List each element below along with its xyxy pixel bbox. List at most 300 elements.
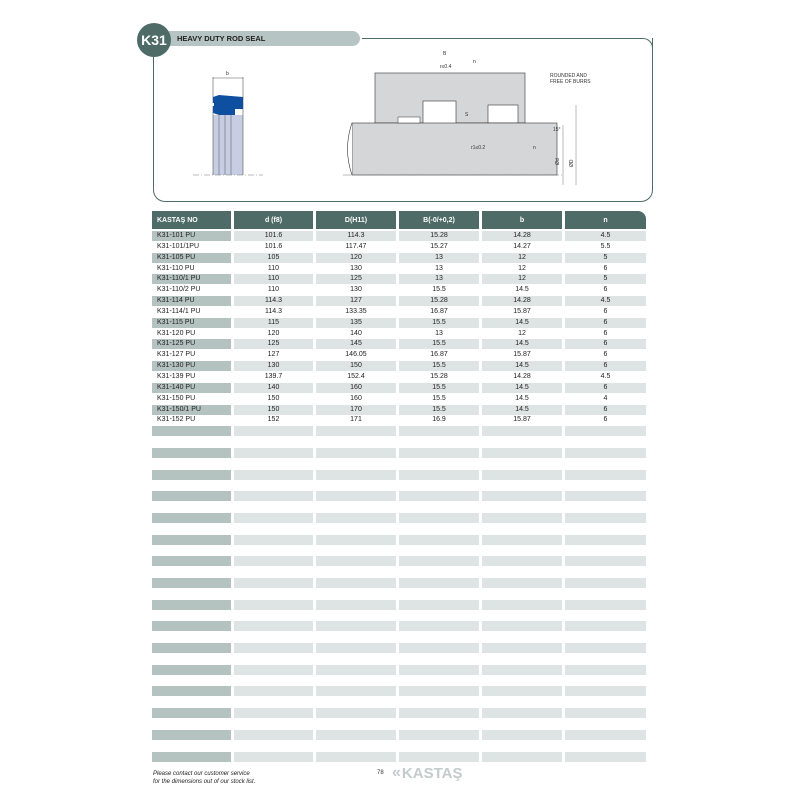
table-cell <box>152 470 231 480</box>
header-D: D(H11) <box>316 211 396 229</box>
table-cell <box>316 665 396 675</box>
table-cell <box>399 524 479 534</box>
table-cell: 4 <box>603 394 608 402</box>
table-cell: 110 <box>267 286 280 294</box>
table-cell <box>152 686 231 696</box>
table-cell <box>482 535 562 545</box>
empty-table-row <box>152 513 646 524</box>
table-cell: 117.47 <box>345 242 367 250</box>
table-cell <box>316 752 396 762</box>
table-row <box>152 274 646 285</box>
table-cell: 150 <box>234 405 313 415</box>
table-cell <box>399 686 479 696</box>
section-badge: K31 <box>137 23 171 57</box>
table-cell: K31-127 PU <box>157 351 196 359</box>
table-cell <box>399 589 479 599</box>
footer-note-line1: Please contact our customer service <box>153 771 250 777</box>
table-cell <box>234 752 313 762</box>
table-cell <box>152 611 231 621</box>
table-cell <box>316 556 396 566</box>
empty-table-row <box>152 643 646 654</box>
table-cell <box>152 502 231 512</box>
table-cell <box>234 437 313 447</box>
empty-table-row <box>152 480 646 491</box>
table-cell: 110 <box>234 274 313 284</box>
table-cell <box>152 513 231 523</box>
table-cell <box>482 470 562 480</box>
table-cell: 114.3 <box>265 307 282 315</box>
table-cell: 15.28 <box>399 231 479 241</box>
table-cell <box>565 730 646 740</box>
table-cell <box>399 470 479 480</box>
empty-table-row <box>152 578 646 589</box>
table-cell: 6 <box>565 361 646 371</box>
table-cell <box>316 567 396 577</box>
table-cell: 14.28 <box>513 372 531 380</box>
table-cell <box>316 632 396 642</box>
table-cell <box>152 741 231 751</box>
table-cell <box>565 480 646 490</box>
table-cell: 6 <box>603 351 608 359</box>
table-cell: 160 <box>316 383 396 393</box>
table-cell <box>152 676 231 686</box>
empty-table-row <box>152 535 646 546</box>
table-cell: 14.5 <box>482 405 562 415</box>
table-cell: 133.35 <box>345 307 367 315</box>
header-b: b <box>482 211 562 229</box>
table-cell <box>482 600 562 610</box>
table-cell <box>482 611 562 621</box>
table-cell <box>482 676 562 686</box>
empty-table-row <box>152 448 646 459</box>
table-cell <box>152 654 231 664</box>
table-cell <box>316 589 396 599</box>
table-cell: 14.5 <box>482 361 562 371</box>
table-cell <box>399 502 479 512</box>
empty-table-row <box>152 632 646 643</box>
table-cell: 15.87 <box>513 351 531 359</box>
table-cell <box>316 611 396 621</box>
table-cell <box>565 535 646 545</box>
table-cell <box>152 589 231 599</box>
table-cell: 16.87 <box>430 307 448 315</box>
table-row <box>152 329 646 340</box>
table-cell <box>399 741 479 751</box>
empty-table-row <box>152 752 646 763</box>
table-cell <box>399 600 479 610</box>
header-d: d (f8) <box>234 211 313 229</box>
table-cell <box>399 491 479 501</box>
table-cell <box>316 480 396 490</box>
table-cell <box>399 448 479 458</box>
table-cell: 14.5 <box>482 383 562 393</box>
table-cell <box>234 621 313 631</box>
empty-table-row <box>152 545 646 556</box>
table-cell <box>565 752 646 762</box>
table-cell <box>316 621 396 631</box>
table-cell <box>482 524 562 534</box>
table-cell: 15.5 <box>432 286 446 294</box>
table-cell: 16.9 <box>432 416 446 424</box>
table-cell: 152 <box>267 416 280 424</box>
table-cell <box>482 654 562 664</box>
table-cell <box>565 632 646 642</box>
table-cell: 4.5 <box>565 231 646 241</box>
table-cell <box>399 621 479 631</box>
table-cell <box>482 567 562 577</box>
table-cell <box>234 535 313 545</box>
table-cell <box>565 686 646 696</box>
kastas-logo <box>392 764 462 782</box>
table-cell <box>152 545 231 555</box>
table-cell <box>399 480 479 490</box>
table-row <box>152 242 646 253</box>
table-cell <box>152 643 231 653</box>
table-cell: 125 <box>234 339 313 349</box>
table-cell <box>482 502 562 512</box>
table-cell <box>565 621 646 631</box>
table-cell <box>565 665 646 675</box>
table-cell <box>316 459 396 469</box>
table-cell: K31-114 PU <box>152 296 231 306</box>
label-b: b <box>226 71 229 77</box>
table-cell: 15.5 <box>399 318 479 328</box>
table-cell <box>152 578 231 588</box>
table-cell: 6 <box>565 339 646 349</box>
table-cell <box>565 697 646 707</box>
table-row <box>152 415 646 426</box>
empty-table-row <box>152 697 646 708</box>
table-cell <box>399 567 479 577</box>
table-cell <box>316 741 396 751</box>
table-cell: 12 <box>482 253 562 263</box>
table-cell: 145 <box>316 339 396 349</box>
empty-table-row <box>152 437 646 448</box>
empty-table-row <box>152 676 646 687</box>
table-cell <box>399 719 479 729</box>
table-cell: 120 <box>267 329 280 337</box>
table-cell: 4.5 <box>565 296 646 306</box>
table-cell: K31-114/1 PU <box>157 307 201 315</box>
table-cell <box>482 426 562 436</box>
section-title: HEAVY DUTY ROD SEAL <box>165 31 360 46</box>
note-line2: FREE OF BURRS <box>550 79 591 85</box>
table-cell <box>152 448 231 458</box>
table-cell <box>482 437 562 447</box>
table-cell <box>152 719 231 729</box>
table-cell <box>482 589 562 599</box>
table-cell: 6 <box>603 416 608 424</box>
seal-cross-section <box>213 95 243 115</box>
table-row <box>152 253 646 264</box>
table-cell <box>482 697 562 707</box>
footer-note <box>153 770 255 786</box>
table-row <box>152 394 646 405</box>
empty-table-row <box>152 611 646 622</box>
table-cell <box>399 676 479 686</box>
table-cell <box>482 448 562 458</box>
table-cell: K31-140 PU <box>152 383 231 393</box>
table-cell <box>482 513 562 523</box>
table-cell: 14.5 <box>482 339 562 349</box>
table-cell <box>399 697 479 707</box>
table-cell <box>234 459 313 469</box>
table-cell <box>565 611 646 621</box>
table-cell <box>482 459 562 469</box>
table-cell <box>482 719 562 729</box>
table-cell <box>316 676 396 686</box>
table-cell <box>399 535 479 545</box>
table-cell: K31-101/1PU <box>157 242 200 250</box>
table-cell <box>316 643 396 653</box>
empty-table-row <box>152 708 646 719</box>
table-cell <box>565 491 646 501</box>
table-cell <box>152 567 231 577</box>
table-cell <box>316 708 396 718</box>
table-cell: K31-125 PU <box>152 339 231 349</box>
table-cell <box>316 470 396 480</box>
table-cell <box>482 686 562 696</box>
table-cell: 14.5 <box>515 394 529 402</box>
label-r: r≤0.4 <box>440 64 452 70</box>
table-cell: 12 <box>482 274 562 284</box>
table-row <box>152 350 646 361</box>
table-cell <box>482 491 562 501</box>
table-cell: K31-120 PU <box>157 329 196 337</box>
table-cell: 150 <box>316 361 396 371</box>
table-cell: 6 <box>603 307 608 315</box>
header-kastas-no: KASTAŞ NO <box>152 211 231 229</box>
table-cell <box>482 632 562 642</box>
label-d: Ød <box>555 158 561 165</box>
table-cell: 4.5 <box>600 372 611 380</box>
table-cell <box>234 708 313 718</box>
table-cell <box>234 524 313 534</box>
table-cell <box>316 491 396 501</box>
empty-table-row <box>152 502 646 513</box>
table-cell: 15.27 <box>430 242 448 250</box>
table-cell: 130 <box>350 264 362 272</box>
table-cell <box>234 567 313 577</box>
label-r1: r1≤0.2 <box>471 145 486 151</box>
table-cell: K31-139 PU <box>157 372 196 380</box>
table-cell: 12 <box>518 264 526 272</box>
table-cell <box>565 448 646 458</box>
label-n-side: n <box>533 145 536 151</box>
table-cell <box>152 697 231 707</box>
table-cell <box>565 741 646 751</box>
table-cell <box>399 437 479 447</box>
table-cell <box>316 719 396 729</box>
table-cell <box>482 643 562 653</box>
table-cell: 13 <box>435 264 443 272</box>
table-cell: 5 <box>565 253 646 263</box>
empty-table-row <box>152 589 646 600</box>
table-cell <box>565 676 646 686</box>
table-cell <box>482 621 562 631</box>
table-cell: 127 <box>267 351 280 359</box>
table-cell <box>152 459 231 469</box>
table-cell <box>565 426 646 436</box>
table-cell: 15.5 <box>399 339 479 349</box>
table-cell <box>234 589 313 599</box>
table-cell <box>399 459 479 469</box>
table-cell <box>316 578 396 588</box>
table-cell <box>565 524 646 534</box>
table-row <box>152 231 646 242</box>
table-cell: 125 <box>316 274 396 284</box>
table-cell: 15.28 <box>430 372 448 380</box>
table-row <box>152 361 646 372</box>
logo-text: KASTAŞ <box>401 764 463 782</box>
table-cell <box>316 535 396 545</box>
table-cell: 160 <box>350 394 362 402</box>
table-cell <box>482 556 562 566</box>
table-cell <box>399 730 479 740</box>
empty-table-row <box>152 654 646 665</box>
table-cell <box>316 686 396 696</box>
table-cell <box>565 708 646 718</box>
empty-table-row <box>152 621 646 632</box>
table-cell <box>482 741 562 751</box>
table-cell: 101.6 <box>234 231 313 241</box>
table-cell: 14.5 <box>515 286 529 294</box>
table-cell <box>234 719 313 729</box>
table-cell <box>565 545 646 555</box>
table-row <box>152 318 646 329</box>
table-cell <box>234 643 313 653</box>
table-cell <box>234 665 313 675</box>
table-cell <box>399 632 479 642</box>
table-cell: 120 <box>316 253 396 263</box>
table-cell <box>234 654 313 664</box>
table-cell: 152.4 <box>347 372 365 380</box>
table-cell <box>482 708 562 718</box>
table-cell: 170 <box>316 405 396 415</box>
table-row <box>152 339 646 350</box>
table-cell <box>234 491 313 501</box>
table-cell: 6 <box>603 286 608 294</box>
table-cell <box>482 752 562 762</box>
table-cell <box>565 578 646 588</box>
header-n: n <box>565 211 646 229</box>
table-cell <box>316 600 396 610</box>
empty-table-row <box>152 459 646 470</box>
table-cell: 15.5 <box>399 361 479 371</box>
table-row <box>152 372 646 383</box>
table-cell <box>399 513 479 523</box>
table-cell: 13 <box>399 253 479 263</box>
table-cell <box>152 632 231 642</box>
empty-table-row <box>152 730 646 741</box>
table-cell: K31-152 PU <box>157 416 196 424</box>
table-cell: 14.27 <box>513 242 531 250</box>
dimension-table <box>152 211 646 762</box>
table-cell: 5 <box>565 274 646 284</box>
table-row <box>152 285 646 296</box>
empty-table-row <box>152 741 646 752</box>
header-B: B(-0/+0,2) <box>399 211 479 229</box>
table-cell <box>482 665 562 675</box>
table-cell: 140 <box>350 329 362 337</box>
table-row <box>152 296 646 307</box>
table-cell <box>565 556 646 566</box>
table-cell: K31-150 PU <box>157 394 196 402</box>
table-cell <box>316 730 396 740</box>
table-cell <box>565 502 646 512</box>
footer-note-line2: for the dimensions out of our stock list. <box>153 779 256 785</box>
table-cell <box>316 545 396 555</box>
table-cell <box>152 730 231 740</box>
table-cell: 15.5 <box>399 405 479 415</box>
table-cell: K31-150/1 PU <box>152 405 231 415</box>
table-row <box>152 405 646 416</box>
table-cell: 127 <box>316 296 396 306</box>
table-cell: 150 <box>267 394 280 402</box>
table-cell <box>316 502 396 512</box>
table-cell <box>152 491 231 501</box>
table-cell <box>565 470 646 480</box>
table-cell <box>399 556 479 566</box>
table-cell <box>234 426 313 436</box>
empty-table-row <box>152 600 646 611</box>
table-cell: 105 <box>234 253 313 263</box>
table-cell: 139.7 <box>264 372 283 380</box>
table-cell <box>234 578 313 588</box>
table-cell: 15.5 <box>399 383 479 393</box>
table-cell <box>234 480 313 490</box>
table-cell: K31-130 PU <box>152 361 231 371</box>
table-cell: 15.28 <box>399 296 479 306</box>
table-cell <box>234 600 313 610</box>
table-cell <box>565 567 646 577</box>
table-cell: 171 <box>350 416 362 424</box>
label-B: B <box>443 51 447 57</box>
table-cell <box>234 632 313 642</box>
table-cell: 6 <box>565 383 646 393</box>
empty-table-row <box>152 524 646 535</box>
table-cell: 6 <box>603 264 608 272</box>
table-cell <box>152 535 231 545</box>
note-line1: ROUNDED AND <box>550 73 587 79</box>
table-cell <box>152 665 231 675</box>
empty-table-row <box>152 491 646 502</box>
table-cell <box>152 426 231 436</box>
table-cell: 146.05 <box>345 351 367 359</box>
table-cell <box>234 730 313 740</box>
table-cell <box>399 654 479 664</box>
table-cell: 13 <box>435 329 443 337</box>
table-cell <box>565 589 646 599</box>
table-cell: 14.28 <box>482 231 562 241</box>
table-cell: 135 <box>316 318 396 328</box>
table-cell <box>565 459 646 469</box>
table-cell: K31-110 PU <box>157 264 195 272</box>
table-cell: K31-105 PU <box>152 253 231 263</box>
table-cell: 6 <box>565 318 646 328</box>
table-cell <box>565 719 646 729</box>
table-cell <box>482 578 562 588</box>
table-cell: 6 <box>603 329 608 337</box>
table-cell <box>234 502 313 512</box>
table-cell <box>234 556 313 566</box>
table-cell: 114.3 <box>316 231 396 241</box>
empty-table-row <box>152 470 646 481</box>
table-cell <box>152 621 231 631</box>
table-cell <box>399 752 479 762</box>
table-cell: 114.3 <box>234 296 313 306</box>
table-cell <box>234 741 313 751</box>
